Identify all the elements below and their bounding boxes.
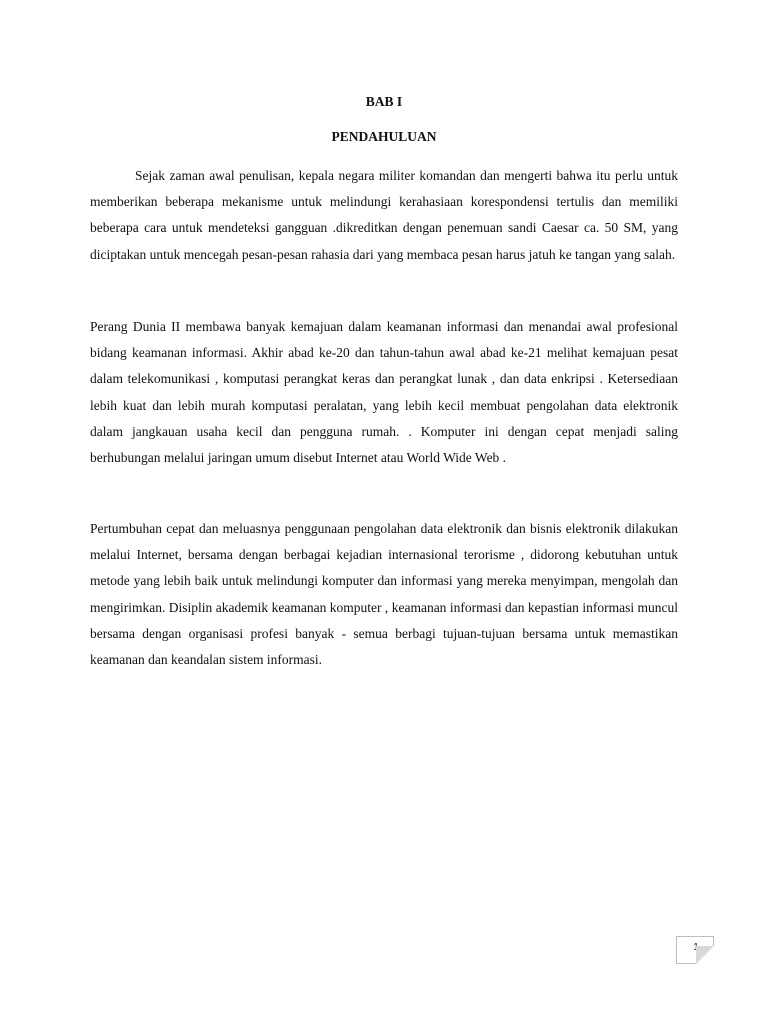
- page-curl-icon: [696, 946, 714, 964]
- chapter-number: BAB I: [365, 94, 403, 109]
- paragraph-2: Perang Dunia II membawa banyak kemajuan dalam keamanan informasi dan menandai awal profesional bidang keamanan informasi. Akhir abad ke-20 dan tahun-tahun awal abad ke-21 melihat kemajuan pesat dalam telekomunikasi , komputasi perangkat keras dan perangkat lunak , dan data enkripsi . Ketersediaan lebih kuat dan lebih murah komputasi peralatan, yang lebih kecil membuat pengolahan data elektronik dalam jangkauan usaha kecil dan pengguna rumah. . Komputer ini dengan cepat menjadi saling berhubungan melalui jaringan umum disebut Internet atau World Wide Web .: [90, 319, 678, 466]
- page-number: 1: [693, 942, 699, 953]
- page-number-box: [676, 936, 714, 964]
- paragraph-1: Sejak zaman awal penulisan, kepala negara militer komandan dan mengerti bahwa itu perlu untuk memberikan beberapa mekanisme untuk melindungi kerahasiaan korespondensi tertulis dan memiliki beberapa cara untuk mendeteksi gangguan .dikreditkan dengan penemuan sandi Caesar ca. 50 SM, yang diciptakan untuk mencegah pesan-pesan rahasia dari yang membaca pesan harus jatuh ke tangan yang salah.: [90, 168, 678, 262]
- chapter-title: PENDAHULUAN: [331, 129, 437, 144]
- paragraph-3: Pertumbuhan cepat dan meluasnya penggunaan pengolahan data elektronik dan bisnis elektronik dilakukan melalui Internet, bersama dengan berbagai kejadian internasional terorisme , didorong kebutuhan untuk metode yang lebih baik untuk melindungi komputer dan informasi yang mereka menyimpan, mengolah dan mengirimkan. Disiplin akademik keamanan komputer , keamanan informasi dan kepastian informasi muncul bersama dengan organisasi profesi banyak - semua berbagi tujuan-tujuan bersama untuk memastikan keamanan dan keandalan sistem informasi.: [90, 521, 678, 668]
